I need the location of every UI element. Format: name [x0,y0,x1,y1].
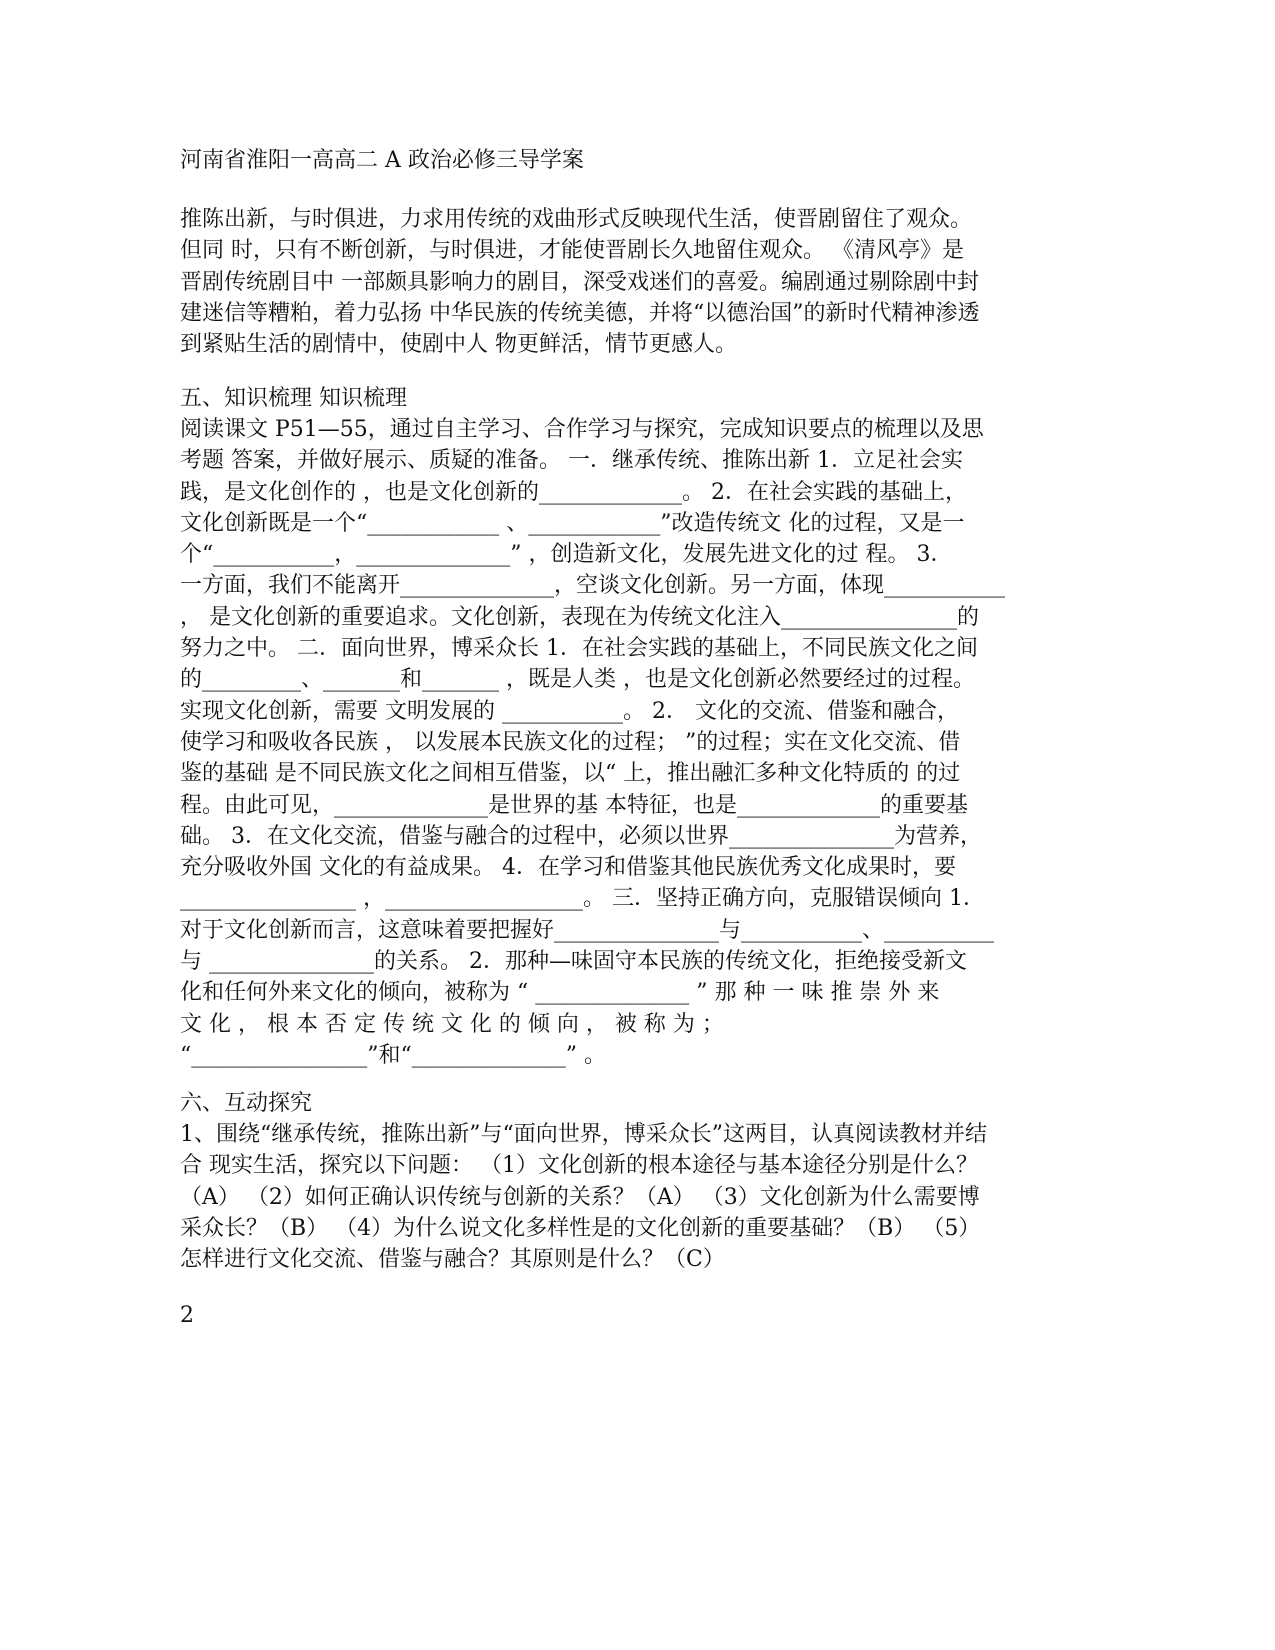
section-5-line: 鉴的基础 是不同民族文化之间相互借鉴，以“ 上，推出融汇多种文化特质的 的过 [180,761,961,787]
section-5-line: ， 是文化创新的重要追求。文化创新，表现在为传统文化注入________________的 [180,604,979,630]
section-5-line: 使学习和吸收各民族 ， 以发展本民族文化的过程； ”的过程；实在文化交流、借 [180,729,961,755]
section-5-line: 个“___________，______________” ，创造新文化，发展先进文化的过 程。 3． [180,542,953,568]
section-5-line: 阅读课文 P51—55，通过自主学习、合作学习与探究，完成知识要点的梳理以及思 [180,417,984,442]
section-6-line: （A） （2）如何正确认识传统与创新的关系？（A） （3）文化创新为什么需要博 [180,1184,980,1210]
section-5-line: 程。由此可见，______________是世界的基 本特征，也是_____________的重要基 [180,792,968,818]
section-5-line: 化和任何外来文化的倾向，被称为 “ ______________ ” 那 种 一 味 推 崇 外 来 [180,980,940,1006]
section-6-heading: 六、互动探究 [180,1091,313,1116]
section-5-line: 一方面，我们不能离开______________，空谈文化创新。另一方面，体现___________ [180,573,1006,599]
section-5-body [180,414,1042,1071]
section-5-line: 的_________、_______和_______ ，既是人类 ，也是文化创新必然要经过的过程。 [180,667,975,693]
section-6-line: 1、围绕“继承传统，推陈出新”与“面向世界，博采众长”这两目，认真阅读教材并结 [180,1122,987,1147]
section-6-line: 合 现实生活，探究以下问题： （1）文化创新的根本途径与基本途径分别是什么？ [180,1153,978,1179]
section-5-line: 础。 3．在文化交流，借鉴与融合的过程中，必须以世界_______________为营养， [180,823,982,849]
intro-paragraph [180,204,1042,360]
section-5-line: ________________ ，__________________。 三．坚持正确方向，克服错误倾向 1． [180,886,985,912]
intro-line: 但同 时，只有不断创新，与时俱进，才能使晋剧长久地留住观众。 《清风亭》是 [180,238,964,264]
section-5-line: 实现文化创新，需要 文明发展的 ___________。 2． 文化的交流、借鉴和融合， [180,698,959,724]
section-6-body [180,1119,1042,1275]
document-title: 河南省淮阳一高高二 A 政治必修三导学案 [180,148,584,173]
intro-line: 推陈出新，与时俱进，力求用传统的戏曲形式反映现代生活，使晋剧留住了观众。 [180,207,973,232]
section-5-line: 考题 答案，并做好展示、质疑的准备。 一．继承传统、推陈出新 1．立足社会实 [180,448,963,474]
intro-line: 到紧贴生活的剧情中，使剧中人 物更鲜活，情节更感人。 [180,332,737,358]
section-5-heading: 五、知识梳理 知识梳理 [180,386,407,411]
intro-line: 建迷信等糟粕，着力弘扬 中华民族的传统美德，并将“以德治国”的新时代精神渗透 [180,300,980,326]
section-5-line: 践，是文化创作的 ，也是文化创新的_____________。 2．在社会实践的基础上， [180,479,967,505]
section-6-line: 怎样进行文化交流、借鉴与融合？其原则是什么？（C） [180,1247,725,1273]
section-5-line: 文化创新既是一个“____________ 、____________”改造传统文 化的过程，又是一 [180,510,965,536]
section-5-line: 文 化 ， 根 本 否 定 传 统 文 化 的 倾 向 ， 被 称 为 ； [180,1011,724,1037]
section-5-line: 与 _______________的关系。 2．那种—味固守本民族的传统文化，拒绝接受新文 [180,949,967,975]
page-number: 2 [180,1303,194,1328]
section-5-line: 努力之中。 二．面向世界，博采众长 1．在社会实践的基础上，不同民族文化之间 [180,636,978,662]
section-5-line: “________________”和“______________” 。 [180,1042,606,1068]
section-6-line: 采众长？（B） （4）为什么说文化多样性是的文化创新的重要基础？（B） （5） [180,1215,981,1241]
intro-line: 晋剧传统剧目中 一部颇具影响力的剧目，深受戏迷们的喜爱。编剧通过剔除剧中封 [180,269,979,295]
section-5-line: 对于文化创新而言，这意味着要把握好_______________与___________、__________ [180,917,995,943]
section-5-line: 充分吸收外国 文化的有益成果。 4．在学习和借鉴其他民族优秀文化成果时，要 [180,855,956,881]
